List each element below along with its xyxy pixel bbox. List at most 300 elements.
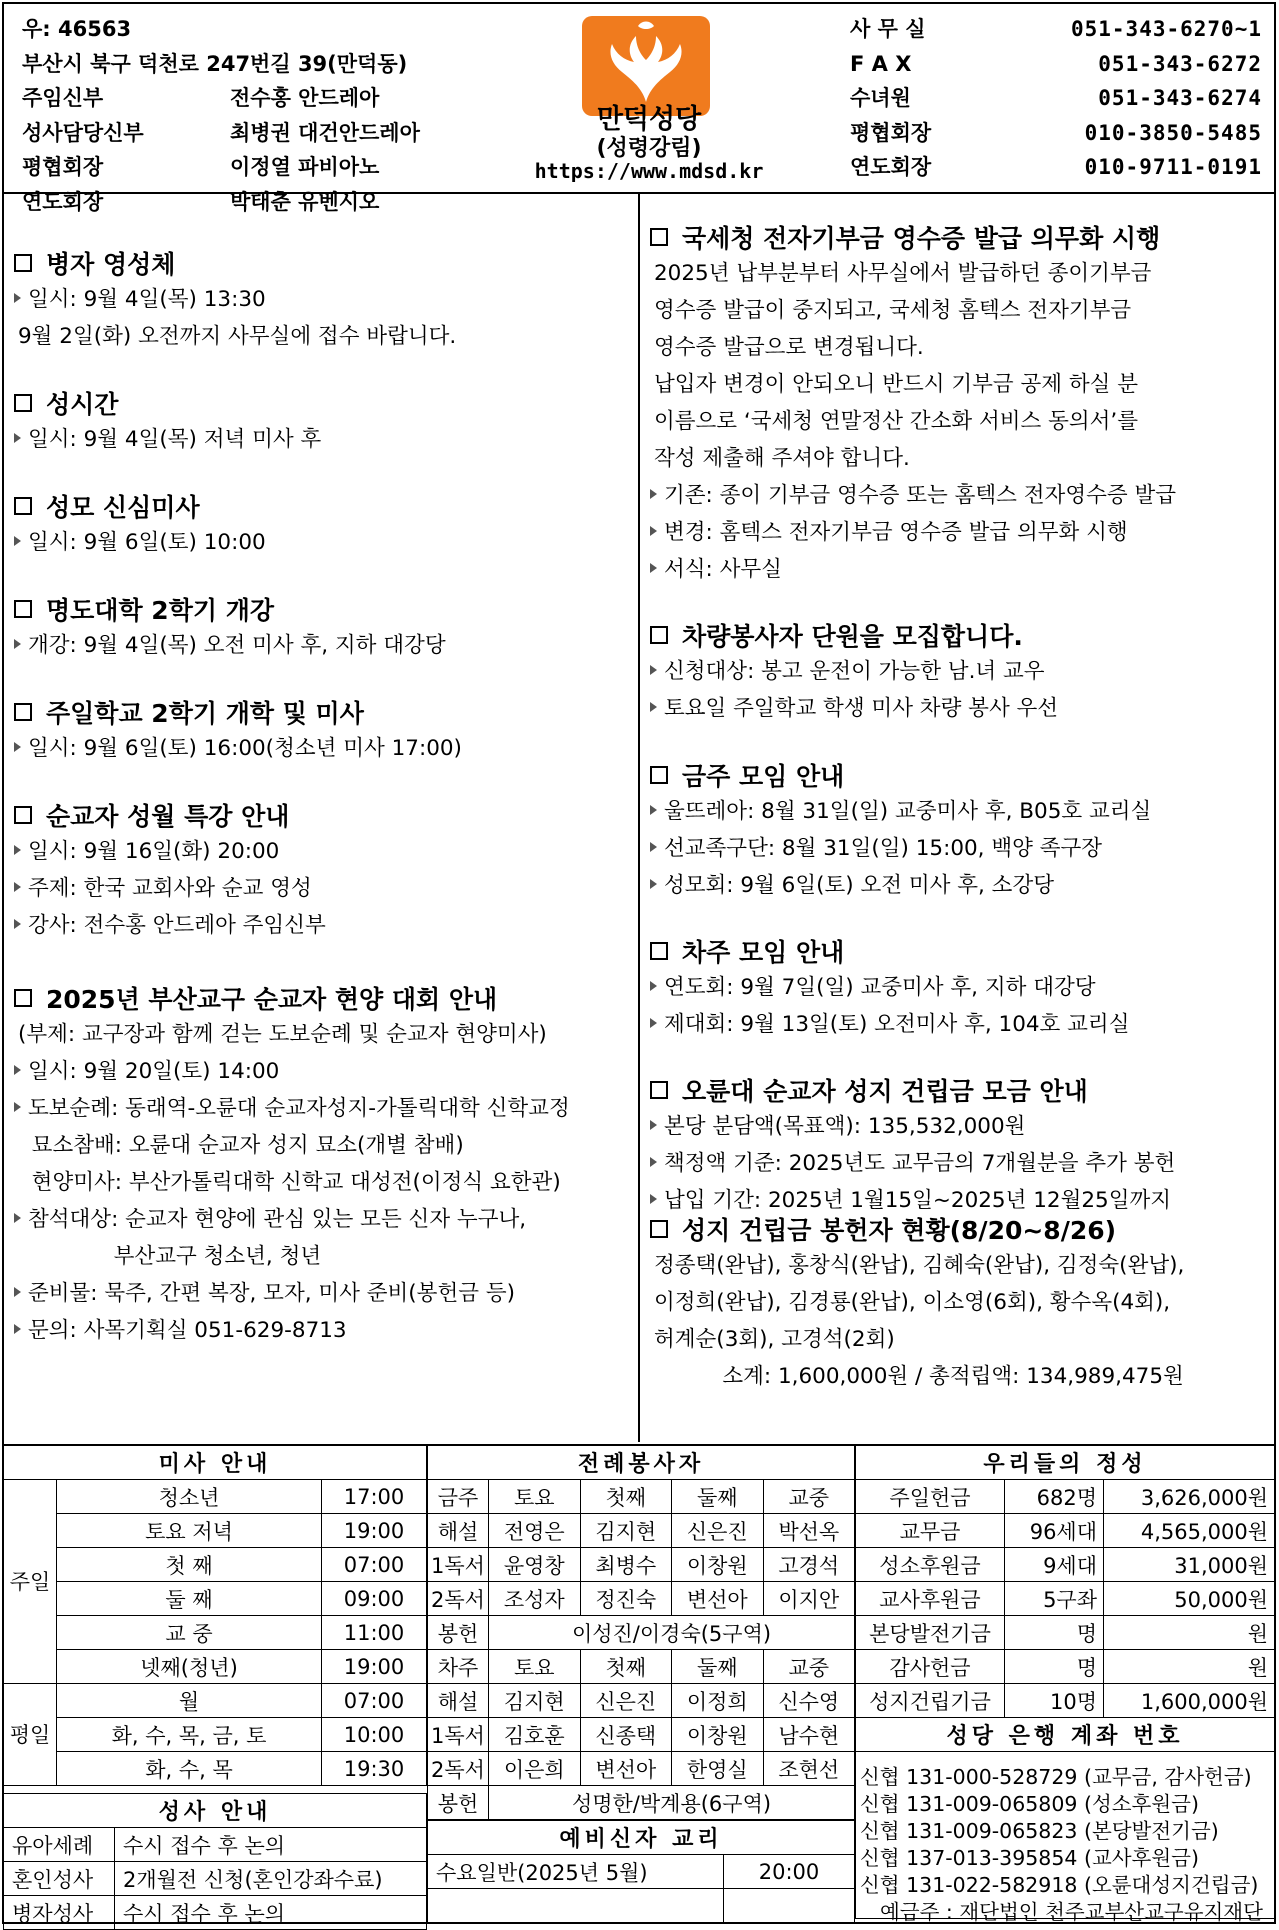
notice-text: 신청대상: 봉고 운전이 가능한 남.녀 교우 bbox=[664, 659, 1045, 684]
notice-text: 개강: 9월 4일(목) 오전 미사 후, 지하 대강당 bbox=[28, 633, 446, 658]
contact-row bbox=[850, 12, 1262, 47]
mass-name: 토요 저녁 bbox=[57, 1514, 322, 1548]
notice-section bbox=[14, 980, 570, 1349]
notice-section bbox=[14, 245, 456, 355]
liturgy-cell: 1독서 bbox=[428, 1548, 489, 1582]
notice-text: 2025년 납부분부터 사무실에서 발급하던 종이기부금 bbox=[654, 261, 1152, 286]
sacrament-row bbox=[4, 1828, 427, 1862]
liturgy-cell: 김지현 bbox=[489, 1684, 581, 1718]
mass-row bbox=[4, 1684, 427, 1718]
liturgy-cell: 고경석 bbox=[763, 1548, 855, 1582]
notice-line bbox=[650, 690, 1058, 727]
notice-text: 납입 기간: 2025년 1월15일~2025년 12월25일까지 bbox=[664, 1188, 1172, 1213]
mass-time: 10:00 bbox=[322, 1718, 427, 1752]
empty-cell bbox=[724, 1889, 855, 1923]
contact-row bbox=[850, 116, 1262, 151]
right-notice-column bbox=[640, 192, 1274, 1442]
empty-cell bbox=[428, 1889, 724, 1923]
liturgy-cell: 신은진 bbox=[580, 1684, 672, 1718]
liturgy-cell: 2독서 bbox=[428, 1752, 489, 1786]
liturgy-cell: 해설 bbox=[428, 1684, 489, 1718]
notice-line bbox=[14, 870, 326, 907]
notice-title-text: 오륜대 순교자 성지 건립금 모금 안내 bbox=[682, 1077, 1088, 1106]
notice-title bbox=[14, 488, 266, 524]
parish-name: 만덕성당 bbox=[596, 104, 702, 135]
triangle-bullet-icon bbox=[14, 1213, 21, 1223]
liturgy-cell: 조성자 bbox=[489, 1582, 581, 1616]
header-info-key: 우: 46563 bbox=[22, 17, 132, 41]
header-info-key: 성사담당신부 bbox=[22, 120, 144, 145]
notice-line bbox=[14, 1275, 570, 1312]
offering-count: 10명 bbox=[1005, 1684, 1104, 1718]
header-info-key: 부산시 북구 덕천로 247번길 39(만덕동) bbox=[22, 51, 408, 76]
header-info-value: 이정열 파비아노 bbox=[230, 155, 380, 179]
notice-text: 본당 분담액(목표액): 135,532,000원 bbox=[664, 1114, 1026, 1139]
offering-count: 9세대 bbox=[1005, 1548, 1104, 1582]
header bbox=[4, 4, 1274, 214]
checkbox-icon bbox=[14, 394, 32, 412]
mass-time: 19:00 bbox=[322, 1514, 427, 1548]
triangle-bullet-icon bbox=[650, 1120, 657, 1130]
bank-holder: 예금주 : 재단법인 천주교부산교구유지재단 bbox=[880, 1900, 1263, 1924]
offer-label: 봉헌 bbox=[428, 1786, 489, 1820]
notice-text: 변경: 홈텍스 전자기부금 영수증 발급 의무화 시행 bbox=[664, 520, 1128, 545]
triangle-bullet-icon bbox=[650, 879, 657, 889]
notice-line bbox=[650, 1284, 1184, 1321]
mass-name: 둘 째 bbox=[57, 1582, 322, 1616]
notice-text: 허계순(3회), 고경석(2회) bbox=[654, 1327, 895, 1352]
liturgy-cell: 최병수 bbox=[580, 1548, 672, 1582]
bank-account-line: 신협 131-009-065809 (성소후원금) bbox=[860, 1792, 1199, 1816]
liturgy-cell: 변선아 bbox=[672, 1582, 764, 1616]
weekday-label: 평일 bbox=[4, 1684, 57, 1786]
notice-line bbox=[650, 477, 1176, 514]
offer-label: 봉헌 bbox=[428, 1616, 489, 1650]
mass-row bbox=[4, 1480, 427, 1514]
notice-line bbox=[650, 830, 1151, 867]
notice-line bbox=[14, 1016, 570, 1053]
notice-line bbox=[14, 281, 456, 318]
notice-text: 납입자 변경이 안되오니 반드시 기부금 공제 하실 분 bbox=[654, 372, 1138, 397]
contact-label: 연도회장 bbox=[850, 155, 932, 179]
offering-count: 5구좌 bbox=[1005, 1582, 1104, 1616]
liturgy-cell: 변선아 bbox=[580, 1752, 672, 1786]
notice-title-text: 성모 신심미사 bbox=[46, 493, 200, 522]
triangle-bullet-icon bbox=[14, 1065, 21, 1075]
offering-title: 우리들의 정성 bbox=[856, 1446, 1275, 1480]
liturgy-row bbox=[428, 1548, 855, 1582]
triangle-bullet-icon bbox=[650, 1157, 657, 1167]
header-info-value: 최병권 대건안드레아 bbox=[230, 120, 420, 145]
mass-name: 넷째(청년) bbox=[57, 1650, 322, 1684]
triangle-bullet-icon bbox=[14, 1324, 21, 1334]
offering-amount: 원 bbox=[1104, 1616, 1275, 1650]
checkbox-icon bbox=[650, 1081, 668, 1099]
liturgy-title: 전례봉사자 bbox=[428, 1446, 855, 1480]
notice-title-text: 금주 모임 안내 bbox=[682, 762, 845, 791]
liturgy-cell: 이은희 bbox=[489, 1752, 581, 1786]
header-info-row bbox=[22, 47, 420, 82]
sacrament-note: 수시 접수 후 논의 bbox=[115, 1828, 427, 1862]
contact-label: 사 무 실 bbox=[850, 17, 926, 41]
liturgy-cell: 둘째 bbox=[672, 1650, 764, 1684]
triangle-bullet-icon bbox=[650, 702, 657, 712]
notice-text: 기존: 종이 기부금 영수증 또는 홈텍스 전자영수증 발급 bbox=[664, 483, 1177, 508]
notice-line bbox=[14, 1201, 570, 1238]
contact-label: 평협회장 bbox=[850, 120, 932, 145]
mass-name: 교 중 bbox=[57, 1616, 322, 1650]
left-notice-column bbox=[4, 192, 640, 1442]
notice-line bbox=[14, 318, 456, 355]
catechumen-table bbox=[427, 1820, 855, 1923]
liturgy-cell: 이정희 bbox=[672, 1684, 764, 1718]
notice-title-text: 2025년 부산교구 순교자 현양 대회 안내 bbox=[46, 985, 498, 1014]
parish-url-link[interactable]: https://www.mdsd.kr bbox=[534, 159, 764, 183]
notice-line bbox=[14, 907, 326, 944]
bank-title: 성당 은행 계좌 번호 bbox=[856, 1718, 1275, 1752]
header-info-row bbox=[22, 81, 420, 116]
triangle-bullet-icon bbox=[14, 293, 21, 303]
checkbox-icon bbox=[14, 989, 32, 1007]
liturgy-cell: 신종택 bbox=[580, 1718, 672, 1752]
offering-amount: 50,000원 bbox=[1104, 1582, 1275, 1616]
header-info-row bbox=[22, 150, 420, 185]
notice-text: 강사: 전수홍 안드레아 주임신부 bbox=[28, 913, 326, 938]
notice-title bbox=[14, 591, 446, 627]
notice-text: 도보순례: 동래역-오륜대 순교자성지-가톨릭대학 신학교정 bbox=[28, 1096, 570, 1121]
notice-text: 현양미사: 부산가톨릭대학 신학교 대성전(이정식 요한관) bbox=[18, 1170, 561, 1195]
notice-line bbox=[650, 551, 1176, 588]
notice-title-text: 차량봉사자 단원을 모집합니다. bbox=[682, 622, 1023, 651]
notice-text: 일시: 9월 6일(토) 10:00 bbox=[28, 530, 266, 555]
bulletin-page bbox=[2, 2, 1276, 1924]
sacrament-note: 수시 접수 후 논의 bbox=[115, 1896, 427, 1930]
contact-row bbox=[850, 150, 1262, 185]
contact-phone: 051-343-6272 bbox=[1098, 51, 1262, 76]
notice-title bbox=[14, 797, 326, 833]
header-left-info bbox=[22, 12, 420, 219]
offering-row bbox=[856, 1514, 1275, 1548]
offering-row bbox=[856, 1650, 1275, 1684]
notice-title-text: 순교자 성월 특강 안내 bbox=[46, 802, 290, 831]
notice-text: 이름으로 ‘국세청 연말정산 간소화 서비스 동의서’를 bbox=[654, 409, 1138, 434]
triangle-bullet-icon bbox=[650, 526, 657, 536]
sacrament-row bbox=[4, 1896, 427, 1930]
offering-count: 96세대 bbox=[1005, 1514, 1104, 1548]
header-info-value: 박태춘 유벤시오 bbox=[230, 189, 380, 214]
notice-section bbox=[650, 757, 1151, 904]
notice-title bbox=[14, 385, 321, 421]
triangle-bullet-icon bbox=[14, 639, 21, 649]
catechumen-class: 수요일반(2025년 5월) bbox=[428, 1855, 724, 1889]
liturgy-servers-table bbox=[427, 1445, 855, 1820]
notice-line bbox=[650, 1108, 1175, 1145]
triangle-bullet-icon bbox=[14, 845, 21, 855]
notice-text: 일시: 9월 4일(목) 저녁 미사 후 bbox=[28, 427, 322, 452]
mass-name: 청소년 bbox=[57, 1480, 322, 1514]
offer-value: 이성진/이경숙(5구역) bbox=[489, 1616, 855, 1650]
notice-section bbox=[650, 933, 1129, 1043]
checkbox-icon bbox=[650, 228, 668, 246]
liturgy-cell: 이지안 bbox=[763, 1582, 855, 1616]
sacrament-name: 유아세례 bbox=[4, 1828, 115, 1862]
notice-title-text: 국세청 전자기부금 영수증 발급 의무화 시행 bbox=[682, 224, 1161, 253]
liturgy-cell: 토요 bbox=[489, 1650, 581, 1684]
notice-line bbox=[14, 730, 462, 767]
notice-line bbox=[14, 421, 321, 458]
mass-time: 19:00 bbox=[322, 1650, 427, 1684]
notice-line bbox=[14, 1090, 570, 1127]
checkbox-icon bbox=[650, 626, 668, 644]
liturgy-cell: 교중 bbox=[763, 1650, 855, 1684]
notice-line bbox=[650, 403, 1176, 440]
triangle-bullet-icon bbox=[650, 805, 657, 815]
notice-text: 연도회: 9월 7일(일) 교중미사 후, 지하 대강당 bbox=[664, 975, 1096, 1000]
sacrament-name: 혼인성사 bbox=[4, 1862, 115, 1896]
liturgy-row bbox=[428, 1480, 855, 1514]
sacrament-table bbox=[3, 1793, 427, 1930]
notice-section bbox=[14, 797, 326, 944]
notice-text: 정종택(완납), 홍창식(완납), 김혜숙(완납), 김정숙(완납), bbox=[654, 1253, 1185, 1278]
liturgy-cell: 한영실 bbox=[672, 1752, 764, 1786]
contact-phone: 051-343-6274 bbox=[1098, 86, 1262, 110]
notice-line bbox=[650, 793, 1151, 830]
notice-text: 책정액 기준: 2025년도 교무금의 7개월분을 추가 봉헌 bbox=[664, 1151, 1176, 1176]
triangle-bullet-icon bbox=[14, 433, 21, 443]
triangle-bullet-icon bbox=[650, 1194, 657, 1204]
offering-count: 명 bbox=[1005, 1616, 1104, 1650]
offering-name: 본당발전기금 bbox=[856, 1616, 1005, 1650]
mass-time: 09:00 bbox=[322, 1582, 427, 1616]
liturgy-row bbox=[428, 1582, 855, 1616]
notice-section bbox=[14, 694, 462, 767]
bank-account-line: 신협 137-013-395854 (교사후원금) bbox=[860, 1846, 1199, 1870]
notice-title bbox=[14, 980, 570, 1016]
liturgy-cell: 전영은 bbox=[489, 1514, 581, 1548]
notice-text: (부제: 교구장과 함께 걷는 도보순례 및 순교자 현양미사) bbox=[18, 1022, 547, 1047]
offering-name: 성소후원금 bbox=[856, 1548, 1005, 1582]
offering-count: 682명 bbox=[1005, 1480, 1104, 1514]
offering-amount: 원 bbox=[1104, 1650, 1275, 1684]
notice-text: 제대회: 9월 13일(토) 오전미사 후, 104호 교리실 bbox=[664, 1012, 1130, 1037]
mass-name: 첫 째 bbox=[57, 1548, 322, 1582]
offering-amount: 4,565,000원 bbox=[1104, 1514, 1275, 1548]
contact-row bbox=[850, 81, 1262, 116]
mass-name: 월 bbox=[57, 1684, 322, 1718]
offering-amount: 3,626,000원 bbox=[1104, 1480, 1275, 1514]
notice-title bbox=[650, 617, 1058, 653]
notice-line bbox=[14, 1127, 570, 1164]
liturgy-row bbox=[428, 1718, 855, 1752]
notice-text: 주제: 한국 교회사와 순교 영성 bbox=[28, 876, 312, 901]
checkbox-icon bbox=[14, 600, 32, 618]
notice-text: 작성 제출해 주셔야 합니다. bbox=[654, 446, 910, 471]
liturgy-cell: 남수현 bbox=[763, 1718, 855, 1752]
liturgy-row bbox=[428, 1684, 855, 1718]
header-info-row bbox=[22, 116, 420, 151]
sacrament-name: 병자성사 bbox=[4, 1896, 115, 1930]
notice-line bbox=[650, 514, 1176, 551]
offering-row bbox=[856, 1582, 1275, 1616]
triangle-bullet-icon bbox=[14, 882, 21, 892]
catechumen-title: 예비신자 교리 bbox=[428, 1821, 855, 1855]
mass-title: 미사 안내 bbox=[4, 1446, 427, 1480]
mass-row bbox=[4, 1718, 427, 1752]
contact-label: F A X bbox=[850, 51, 912, 76]
notice-line bbox=[650, 1247, 1184, 1284]
liturgy-cell: 첫째 bbox=[580, 1650, 672, 1684]
offering-name: 감사헌금 bbox=[856, 1650, 1005, 1684]
mass-time: 07:00 bbox=[322, 1548, 427, 1582]
notice-line bbox=[650, 867, 1151, 904]
mass-name: 화, 수, 목 bbox=[57, 1752, 322, 1786]
liturgy-cell: 박선옥 bbox=[763, 1514, 855, 1548]
notice-text: 일시: 9월 20일(토) 14:00 bbox=[28, 1059, 280, 1084]
bank-account-line: 신협 131-000-528729 (교무금, 감사헌금) bbox=[860, 1765, 1252, 1789]
bank-account-line: 신협 131-022-582918 (오륜대성지건립금) bbox=[860, 1873, 1259, 1897]
liturgy-row bbox=[428, 1752, 855, 1786]
liturgy-cell: 이창원 bbox=[672, 1718, 764, 1752]
notice-title-text: 성지 건립금 봉헌자 현황(8/20~8/26) bbox=[682, 1216, 1117, 1245]
checkbox-icon bbox=[14, 703, 32, 721]
triangle-bullet-icon bbox=[650, 981, 657, 991]
notice-line bbox=[650, 255, 1176, 292]
mass-row bbox=[4, 1548, 427, 1582]
notice-line bbox=[14, 833, 326, 870]
offering-amount: 1,600,000원 bbox=[1104, 1684, 1275, 1718]
liturgy-cell: 해설 bbox=[428, 1514, 489, 1548]
mass-row bbox=[4, 1514, 427, 1548]
liturgy-cell: 교중 bbox=[763, 1480, 855, 1514]
offering-row bbox=[856, 1616, 1275, 1650]
notice-line bbox=[14, 627, 446, 664]
checkbox-icon bbox=[14, 497, 32, 515]
checkbox-icon bbox=[650, 766, 668, 784]
notice-text: 영수증 발급이 중지되고, 국세청 홈텍스 전자기부금 bbox=[654, 298, 1132, 323]
notice-line bbox=[14, 1238, 570, 1275]
liturgy-cell: 금주 bbox=[428, 1480, 489, 1514]
notice-line bbox=[650, 1358, 1184, 1395]
triangle-bullet-icon bbox=[14, 742, 21, 752]
notice-title bbox=[14, 245, 456, 281]
notice-line bbox=[650, 292, 1176, 329]
contact-phone: 010-3850-5485 bbox=[1084, 120, 1262, 145]
notice-text: 준비물: 묵주, 간편 복장, 모자, 미사 준비(봉헌금 등) bbox=[28, 1281, 515, 1306]
notice-title-text: 차주 모임 안내 bbox=[682, 938, 845, 967]
offering-row bbox=[856, 1548, 1275, 1582]
notice-section bbox=[650, 219, 1176, 588]
notice-text: 문의: 사목기획실 051-629-8713 bbox=[28, 1318, 347, 1343]
mass-row bbox=[4, 1650, 427, 1684]
mass-time: 07:00 bbox=[322, 1684, 427, 1718]
notice-text: 영수증 발급으로 변경됩니다. bbox=[654, 335, 924, 360]
mass-schedule-table bbox=[3, 1445, 427, 1786]
triangle-bullet-icon bbox=[14, 919, 21, 929]
notice-text: 부산교구 청소년, 청년 bbox=[18, 1244, 322, 1269]
triangle-bullet-icon bbox=[650, 665, 657, 675]
header-contacts bbox=[850, 12, 1262, 185]
liturgy-offer-row bbox=[428, 1616, 855, 1650]
notice-section bbox=[14, 488, 266, 561]
notice-text: 선교족구단: 8월 31일(일) 15:00, 백양 족구장 bbox=[664, 836, 1103, 861]
liturgy-cell: 2독서 bbox=[428, 1582, 489, 1616]
liturgy-cell: 조현선 bbox=[763, 1752, 855, 1786]
liturgy-cell: 첫째 bbox=[580, 1480, 672, 1514]
triangle-bullet-icon bbox=[650, 842, 657, 852]
offering-amount: 31,000원 bbox=[1104, 1548, 1275, 1582]
sunday-label: 주일 bbox=[4, 1480, 57, 1684]
notice-text: 일시: 9월 16일(화) 20:00 bbox=[28, 839, 280, 864]
header-info-key: 주임신부 bbox=[22, 86, 104, 110]
notice-line bbox=[650, 440, 1176, 477]
triangle-bullet-icon bbox=[650, 1018, 657, 1028]
notice-text: 성모회: 9월 6일(토) 오전 미사 후, 소강당 bbox=[664, 873, 1054, 898]
triangle-bullet-icon bbox=[650, 489, 657, 499]
mass-time: 17:00 bbox=[322, 1480, 427, 1514]
notice-text: 묘소참배: 오륜대 순교자 성지 묘소(개별 참배) bbox=[18, 1133, 464, 1158]
notice-section bbox=[650, 617, 1058, 727]
offering-row bbox=[856, 1480, 1275, 1514]
liturgy-offer-row bbox=[428, 1786, 855, 1820]
checkbox-icon bbox=[650, 942, 668, 960]
mass-row bbox=[4, 1616, 427, 1650]
liturgy-cell: 김호훈 bbox=[489, 1718, 581, 1752]
header-info-key: 연도회장 bbox=[22, 189, 104, 214]
liturgy-cell: 신은진 bbox=[672, 1514, 764, 1548]
liturgy-cell: 정진숙 bbox=[580, 1582, 672, 1616]
liturgy-cell: 차주 bbox=[428, 1650, 489, 1684]
liturgy-cell: 신수영 bbox=[763, 1684, 855, 1718]
triangle-bullet-icon bbox=[650, 563, 657, 573]
notice-text: 일시: 9월 4일(목) 13:30 bbox=[28, 287, 266, 312]
triangle-bullet-icon bbox=[14, 1287, 21, 1297]
notice-title-text: 주일학교 2학기 개학 및 미사 bbox=[46, 699, 364, 728]
triangle-bullet-icon bbox=[14, 536, 21, 546]
notice-line bbox=[650, 969, 1129, 1006]
notice-text: 일시: 9월 6일(토) 16:00(청소년 미사 17:00) bbox=[28, 736, 462, 761]
mass-row bbox=[4, 1752, 427, 1786]
notice-text: 9월 2일(화) 오전까지 사무실에 접수 바랍니다. bbox=[18, 324, 457, 349]
notice-line bbox=[14, 1164, 570, 1201]
offering-name: 성지건립기금 bbox=[856, 1684, 1005, 1718]
liturgy-cell: 토요 bbox=[489, 1480, 581, 1514]
notice-title bbox=[14, 694, 462, 730]
offering-name: 주일헌금 bbox=[856, 1480, 1005, 1514]
sacrament-title: 성사 안내 bbox=[4, 1794, 427, 1828]
notice-section bbox=[650, 1211, 1184, 1395]
notice-text: 서식: 사무실 bbox=[664, 557, 782, 582]
notice-title-text: 병자 영성체 bbox=[46, 250, 176, 279]
offering-row bbox=[856, 1684, 1275, 1718]
notice-title bbox=[650, 219, 1176, 255]
notice-line bbox=[650, 1321, 1184, 1358]
bottom-tables bbox=[4, 1444, 1274, 1924]
liturgy-cell: 윤영창 bbox=[489, 1548, 581, 1582]
triangle-bullet-icon bbox=[14, 1102, 21, 1112]
mass-row bbox=[4, 1582, 427, 1616]
checkbox-icon bbox=[14, 254, 32, 272]
catechumen-time: 20:00 bbox=[724, 1855, 855, 1889]
notice-section bbox=[650, 1072, 1175, 1219]
offering-name: 교무금 bbox=[856, 1514, 1005, 1548]
checkbox-icon bbox=[650, 1220, 668, 1238]
notice-line bbox=[650, 1145, 1175, 1182]
liturgy-cell: 김지현 bbox=[580, 1514, 672, 1548]
header-info-key: 평협회장 bbox=[22, 155, 104, 179]
notice-text: 토요일 주일학교 학생 미사 차량 봉사 우선 bbox=[664, 696, 1059, 721]
notice-section bbox=[14, 591, 446, 664]
notice-title bbox=[650, 1211, 1184, 1247]
